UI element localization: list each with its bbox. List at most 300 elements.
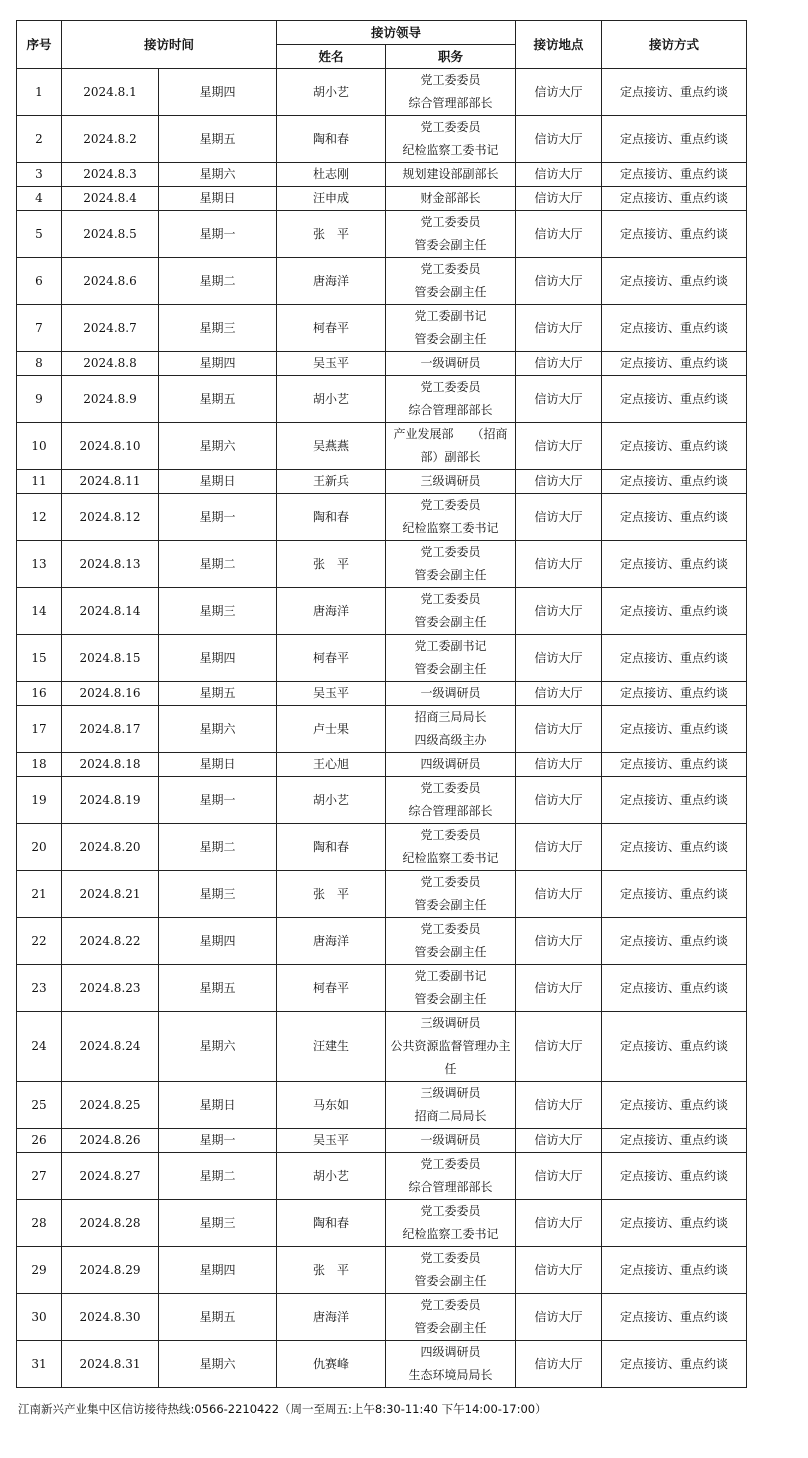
row-position-line: 一级调研员 — [420, 356, 481, 370]
row-date: 2024.8.16 — [62, 682, 159, 706]
row-position-line: 党工委委员 — [420, 262, 481, 276]
row-weekday: 星期二 — [159, 824, 277, 871]
row-place: 信访大厅 — [516, 69, 602, 116]
row-position — [386, 824, 516, 871]
row-number: 16 — [17, 682, 62, 706]
row-weekday: 星期四 — [159, 918, 277, 965]
row-method: 定点接访、重点约谈 — [602, 258, 747, 305]
row-leader-name: 胡小艺 — [277, 777, 386, 824]
row-position-line: 四级高级主办 — [414, 733, 487, 747]
row-method: 定点接访、重点约谈 — [602, 376, 747, 423]
row-number: 27 — [17, 1153, 62, 1200]
row-method: 定点接访、重点约谈 — [602, 1200, 747, 1247]
table-row — [17, 541, 747, 588]
row-position-line: 管委会副主任 — [414, 1274, 487, 1288]
row-place: 信访大厅 — [516, 635, 602, 682]
row-position — [386, 541, 516, 588]
row-place: 信访大厅 — [516, 352, 602, 376]
table-row — [17, 116, 747, 163]
row-position-line: 党工委委员 — [420, 1157, 481, 1171]
table-row — [17, 635, 747, 682]
row-position-line: 党工委副书记 — [414, 969, 487, 983]
row-method: 定点接访、重点约谈 — [602, 352, 747, 376]
row-leader-name: 唐海洋 — [277, 918, 386, 965]
table-row — [17, 423, 747, 470]
row-leader-name: 柯春平 — [277, 965, 386, 1012]
table-row — [17, 352, 747, 376]
row-weekday: 星期二 — [159, 258, 277, 305]
row-leader-name: 汪申成 — [277, 187, 386, 211]
row-number: 31 — [17, 1341, 62, 1388]
row-date: 2024.8.6 — [62, 258, 159, 305]
row-date: 2024.8.11 — [62, 470, 159, 494]
row-method: 定点接访、重点约谈 — [602, 753, 747, 777]
row-method: 定点接访、重点约谈 — [602, 211, 747, 258]
row-position-line: 党工委委员 — [420, 828, 481, 842]
row-position-line: 党工委委员 — [420, 215, 481, 229]
row-place: 信访大厅 — [516, 163, 602, 187]
row-position — [386, 376, 516, 423]
row-position-line: 管委会副主任 — [414, 238, 487, 252]
row-date: 2024.8.19 — [62, 777, 159, 824]
header-leader: 接访领导 — [277, 21, 516, 45]
row-leader-name: 胡小艺 — [277, 1153, 386, 1200]
row-date: 2024.8.17 — [62, 706, 159, 753]
row-date: 2024.8.14 — [62, 588, 159, 635]
row-method: 定点接访、重点约谈 — [602, 706, 747, 753]
row-position-line: 纪检监察工委书记 — [402, 851, 499, 865]
row-leader-name: 汪建生 — [277, 1012, 386, 1082]
row-position-line: 党工委副书记 — [414, 639, 487, 653]
row-weekday: 星期五 — [159, 116, 277, 163]
row-position-line: 纪检监察工委书记 — [402, 143, 499, 157]
row-position — [386, 352, 516, 376]
row-number: 7 — [17, 305, 62, 352]
row-position-line: 综合管理部部长 — [408, 96, 493, 110]
table-row — [17, 305, 747, 352]
row-date: 2024.8.3 — [62, 163, 159, 187]
row-position-line: 四级调研员 — [420, 1345, 481, 1359]
row-leader-name: 胡小艺 — [277, 376, 386, 423]
row-position-line: 一级调研员 — [420, 1133, 481, 1147]
row-number: 5 — [17, 211, 62, 258]
row-number: 30 — [17, 1294, 62, 1341]
row-position — [386, 753, 516, 777]
row-method: 定点接访、重点约谈 — [602, 1341, 747, 1388]
row-position-line: 管委会副主任 — [414, 945, 487, 959]
row-leader-name: 陶和春 — [277, 824, 386, 871]
row-method: 定点接访、重点约谈 — [602, 871, 747, 918]
row-leader-name: 陶和春 — [277, 116, 386, 163]
row-position-line: 党工委委员 — [420, 498, 481, 512]
row-method: 定点接访、重点约谈 — [602, 541, 747, 588]
row-weekday: 星期五 — [159, 376, 277, 423]
row-number: 8 — [17, 352, 62, 376]
table-row — [17, 588, 747, 635]
table-row — [17, 706, 747, 753]
row-position — [386, 1341, 516, 1388]
row-weekday: 星期三 — [159, 1200, 277, 1247]
row-method: 定点接访、重点约谈 — [602, 777, 747, 824]
row-position — [386, 163, 516, 187]
row-date: 2024.8.29 — [62, 1247, 159, 1294]
row-leader-name: 杜志刚 — [277, 163, 386, 187]
row-position-line: 生态环境局局长 — [408, 1368, 493, 1382]
row-number: 6 — [17, 258, 62, 305]
row-method: 定点接访、重点约谈 — [602, 116, 747, 163]
row-position — [386, 1012, 516, 1082]
row-position-line: 党工委委员 — [420, 73, 481, 87]
table-row — [17, 777, 747, 824]
row-method: 定点接访、重点约谈 — [602, 1082, 747, 1129]
table-row — [17, 187, 747, 211]
row-weekday: 星期四 — [159, 635, 277, 682]
row-weekday: 星期三 — [159, 305, 277, 352]
row-method: 定点接访、重点约谈 — [602, 423, 747, 470]
row-date: 2024.8.1 — [62, 69, 159, 116]
row-place: 信访大厅 — [516, 1153, 602, 1200]
hotline-footer: 江南新兴产业集中区信访接待热线:0566-2210422（周一至周五:上午8:30-11:40 下午14:00-17:00） — [18, 1402, 547, 1416]
row-number: 29 — [17, 1247, 62, 1294]
row-position-line: 管委会副主任 — [414, 1321, 487, 1335]
row-number: 20 — [17, 824, 62, 871]
row-number: 3 — [17, 163, 62, 187]
row-leader-name: 唐海洋 — [277, 1294, 386, 1341]
row-number: 28 — [17, 1200, 62, 1247]
row-date: 2024.8.10 — [62, 423, 159, 470]
row-method: 定点接访、重点约谈 — [602, 1294, 747, 1341]
row-position — [386, 777, 516, 824]
row-number: 15 — [17, 635, 62, 682]
row-position — [386, 69, 516, 116]
row-leader-name: 陶和春 — [277, 494, 386, 541]
row-place: 信访大厅 — [516, 1247, 602, 1294]
row-weekday: 星期日 — [159, 1082, 277, 1129]
row-weekday: 星期五 — [159, 965, 277, 1012]
row-leader-name: 仇赛峰 — [277, 1341, 386, 1388]
row-leader-name: 卢士果 — [277, 706, 386, 753]
row-position — [386, 965, 516, 1012]
row-number: 25 — [17, 1082, 62, 1129]
row-position-line: 一级调研员 — [420, 686, 481, 700]
row-position-line: 党工委委员 — [420, 120, 481, 134]
row-position — [386, 1294, 516, 1341]
row-leader-name: 张 平 — [277, 1247, 386, 1294]
row-number: 14 — [17, 588, 62, 635]
row-weekday: 星期四 — [159, 352, 277, 376]
row-method: 定点接访、重点约谈 — [602, 1129, 747, 1153]
row-position-line: 党工委委员 — [420, 1251, 481, 1265]
row-position — [386, 258, 516, 305]
table-row — [17, 163, 747, 187]
row-date: 2024.8.31 — [62, 1341, 159, 1388]
row-method: 定点接访、重点约谈 — [602, 494, 747, 541]
row-weekday: 星期一 — [159, 777, 277, 824]
row-leader-name: 唐海洋 — [277, 258, 386, 305]
row-position — [386, 494, 516, 541]
header-time: 接访时间 — [62, 21, 277, 69]
row-position-line: 三级调研员 — [420, 1016, 481, 1030]
row-date: 2024.8.2 — [62, 116, 159, 163]
row-position-line: 党工委副书记 — [414, 309, 487, 323]
row-place: 信访大厅 — [516, 211, 602, 258]
row-position — [386, 1247, 516, 1294]
row-weekday: 星期六 — [159, 423, 277, 470]
row-position — [386, 682, 516, 706]
row-position-line: 管委会副主任 — [414, 285, 487, 299]
row-position — [386, 1153, 516, 1200]
row-number: 12 — [17, 494, 62, 541]
table-row — [17, 1012, 747, 1082]
row-weekday: 星期六 — [159, 1012, 277, 1082]
row-method: 定点接访、重点约谈 — [602, 682, 747, 706]
table-row — [17, 376, 747, 423]
row-position — [386, 1082, 516, 1129]
row-position-line: 党工委委员 — [420, 781, 481, 795]
row-position-line: 管委会副主任 — [414, 615, 487, 629]
row-number: 18 — [17, 753, 62, 777]
table-row — [17, 753, 747, 777]
row-date: 2024.8.20 — [62, 824, 159, 871]
row-date: 2024.8.28 — [62, 1200, 159, 1247]
row-number: 22 — [17, 918, 62, 965]
row-method: 定点接访、重点约谈 — [602, 918, 747, 965]
row-method: 定点接访、重点约谈 — [602, 470, 747, 494]
row-leader-name: 吴玉平 — [277, 1129, 386, 1153]
row-leader-name: 唐海洋 — [277, 588, 386, 635]
row-leader-name: 陶和春 — [277, 1200, 386, 1247]
row-number: 2 — [17, 116, 62, 163]
row-place: 信访大厅 — [516, 423, 602, 470]
row-date: 2024.8.13 — [62, 541, 159, 588]
row-position — [386, 918, 516, 965]
row-position — [386, 1129, 516, 1153]
header-place: 接访地点 — [516, 21, 602, 69]
table-row — [17, 918, 747, 965]
row-number: 11 — [17, 470, 62, 494]
row-date: 2024.8.30 — [62, 1294, 159, 1341]
row-position-line: 纪检监察工委书记 — [402, 1227, 499, 1241]
table-row — [17, 1082, 747, 1129]
row-leader-name: 柯春平 — [277, 635, 386, 682]
row-weekday: 星期二 — [159, 1153, 277, 1200]
table-row — [17, 494, 747, 541]
row-date: 2024.8.21 — [62, 871, 159, 918]
row-date: 2024.8.27 — [62, 1153, 159, 1200]
row-place: 信访大厅 — [516, 258, 602, 305]
row-weekday: 星期五 — [159, 1294, 277, 1341]
row-leader-name: 吴燕燕 — [277, 423, 386, 470]
row-method: 定点接访、重点约谈 — [602, 965, 747, 1012]
row-place: 信访大厅 — [516, 376, 602, 423]
row-number: 9 — [17, 376, 62, 423]
table-row — [17, 682, 747, 706]
row-position — [386, 635, 516, 682]
row-position — [386, 706, 516, 753]
row-method: 定点接访、重点约谈 — [602, 69, 747, 116]
table-row — [17, 871, 747, 918]
row-position — [386, 588, 516, 635]
table-row — [17, 470, 747, 494]
row-position — [386, 470, 516, 494]
row-leader-name: 张 平 — [277, 541, 386, 588]
row-weekday: 星期二 — [159, 541, 277, 588]
row-position-line: 财金部部长 — [420, 191, 481, 205]
row-leader-name: 柯春平 — [277, 305, 386, 352]
row-weekday: 星期五 — [159, 682, 277, 706]
row-number: 19 — [17, 777, 62, 824]
row-number: 21 — [17, 871, 62, 918]
table-row — [17, 824, 747, 871]
row-position-line: 公共资源监督管理办主 — [390, 1039, 511, 1053]
row-place: 信访大厅 — [516, 918, 602, 965]
row-place: 信访大厅 — [516, 588, 602, 635]
row-date: 2024.8.5 — [62, 211, 159, 258]
row-place: 信访大厅 — [516, 682, 602, 706]
row-position-line: 招商三局局长 — [414, 710, 487, 724]
row-weekday: 星期日 — [159, 470, 277, 494]
table-row — [17, 1247, 747, 1294]
row-weekday: 星期六 — [159, 163, 277, 187]
row-method: 定点接访、重点约谈 — [602, 824, 747, 871]
row-position-line: 任 — [444, 1062, 457, 1076]
row-position — [386, 116, 516, 163]
row-place: 信访大厅 — [516, 1341, 602, 1388]
table-row — [17, 1294, 747, 1341]
row-position-line: 党工委委员 — [420, 592, 481, 606]
header-position: 职务 — [386, 45, 516, 69]
row-method: 定点接访、重点约谈 — [602, 1012, 747, 1082]
row-date: 2024.8.9 — [62, 376, 159, 423]
table-row — [17, 965, 747, 1012]
row-position-line: 党工委委员 — [420, 922, 481, 936]
table-row — [17, 1341, 747, 1388]
table-row — [17, 69, 747, 116]
row-place: 信访大厅 — [516, 1200, 602, 1247]
row-position — [386, 423, 516, 470]
row-position-line: 管委会副主任 — [414, 568, 487, 582]
row-position-line: 管委会副主任 — [414, 992, 487, 1006]
row-weekday: 星期三 — [159, 588, 277, 635]
schedule-table — [16, 20, 747, 1388]
header-seq: 序号 — [17, 21, 62, 69]
row-place: 信访大厅 — [516, 1012, 602, 1082]
row-date: 2024.8.18 — [62, 753, 159, 777]
row-position-line: 党工委委员 — [420, 545, 481, 559]
row-position-line: 管委会副主任 — [414, 332, 487, 346]
row-place: 信访大厅 — [516, 187, 602, 211]
row-weekday: 星期日 — [159, 753, 277, 777]
row-method: 定点接访、重点约谈 — [602, 305, 747, 352]
row-number: 24 — [17, 1012, 62, 1082]
row-place: 信访大厅 — [516, 541, 602, 588]
header-name: 姓名 — [277, 45, 386, 69]
table-row — [17, 1200, 747, 1247]
row-position-line: 党工委委员 — [420, 1298, 481, 1312]
row-position-line: 党工委委员 — [420, 875, 481, 889]
row-date: 2024.8.22 — [62, 918, 159, 965]
row-position-line: 产业发展部 （招商 — [393, 427, 508, 441]
row-position-line: 纪检监察工委书记 — [402, 521, 499, 535]
row-method: 定点接访、重点约谈 — [602, 635, 747, 682]
row-place: 信访大厅 — [516, 305, 602, 352]
row-number: 1 — [17, 69, 62, 116]
row-position — [386, 1200, 516, 1247]
row-position-line: 三级调研员 — [420, 1086, 481, 1100]
row-position — [386, 305, 516, 352]
row-method: 定点接访、重点约谈 — [602, 187, 747, 211]
row-position-line: 管委会副主任 — [414, 898, 487, 912]
row-weekday: 星期六 — [159, 1341, 277, 1388]
row-leader-name: 张 平 — [277, 211, 386, 258]
row-date: 2024.8.4 — [62, 187, 159, 211]
row-leader-name: 吴玉平 — [277, 682, 386, 706]
row-leader-name: 马东如 — [277, 1082, 386, 1129]
row-number: 17 — [17, 706, 62, 753]
row-date: 2024.8.25 — [62, 1082, 159, 1129]
table-row — [17, 211, 747, 258]
row-place: 信访大厅 — [516, 965, 602, 1012]
row-method: 定点接访、重点约谈 — [602, 163, 747, 187]
row-weekday: 星期一 — [159, 494, 277, 541]
row-number: 26 — [17, 1129, 62, 1153]
row-weekday: 星期一 — [159, 211, 277, 258]
row-date: 2024.8.24 — [62, 1012, 159, 1082]
row-position-line: 四级调研员 — [420, 757, 481, 771]
row-place: 信访大厅 — [516, 753, 602, 777]
row-number: 10 — [17, 423, 62, 470]
row-leader-name: 张 平 — [277, 871, 386, 918]
row-place: 信访大厅 — [516, 871, 602, 918]
row-method: 定点接访、重点约谈 — [602, 588, 747, 635]
row-place: 信访大厅 — [516, 1082, 602, 1129]
row-date: 2024.8.12 — [62, 494, 159, 541]
row-weekday: 星期六 — [159, 706, 277, 753]
row-place: 信访大厅 — [516, 470, 602, 494]
row-weekday: 星期日 — [159, 187, 277, 211]
row-leader-name: 王新兵 — [277, 470, 386, 494]
row-place: 信访大厅 — [516, 1294, 602, 1341]
row-number: 4 — [17, 187, 62, 211]
row-weekday: 星期四 — [159, 69, 277, 116]
row-date: 2024.8.7 — [62, 305, 159, 352]
row-number: 23 — [17, 965, 62, 1012]
row-place: 信访大厅 — [516, 494, 602, 541]
table-row — [17, 1129, 747, 1153]
row-leader-name: 胡小艺 — [277, 69, 386, 116]
row-position-line: 综合管理部部长 — [408, 1180, 493, 1194]
row-leader-name: 吴玉平 — [277, 352, 386, 376]
row-date: 2024.8.8 — [62, 352, 159, 376]
row-place: 信访大厅 — [516, 824, 602, 871]
row-position — [386, 871, 516, 918]
row-date: 2024.8.23 — [62, 965, 159, 1012]
row-weekday: 星期三 — [159, 871, 277, 918]
header-method: 接访方式 — [602, 21, 747, 69]
row-position-line: 管委会副主任 — [414, 662, 487, 676]
row-position-line: 党工委委员 — [420, 1204, 481, 1218]
row-position-line: 三级调研员 — [420, 474, 481, 488]
row-date: 2024.8.26 — [62, 1129, 159, 1153]
row-position-line: 部）副部长 — [420, 450, 481, 464]
row-place: 信访大厅 — [516, 706, 602, 753]
row-place: 信访大厅 — [516, 777, 602, 824]
row-position-line: 党工委委员 — [420, 380, 481, 394]
table-row — [17, 258, 747, 305]
row-method: 定点接访、重点约谈 — [602, 1153, 747, 1200]
row-number: 13 — [17, 541, 62, 588]
row-position — [386, 211, 516, 258]
